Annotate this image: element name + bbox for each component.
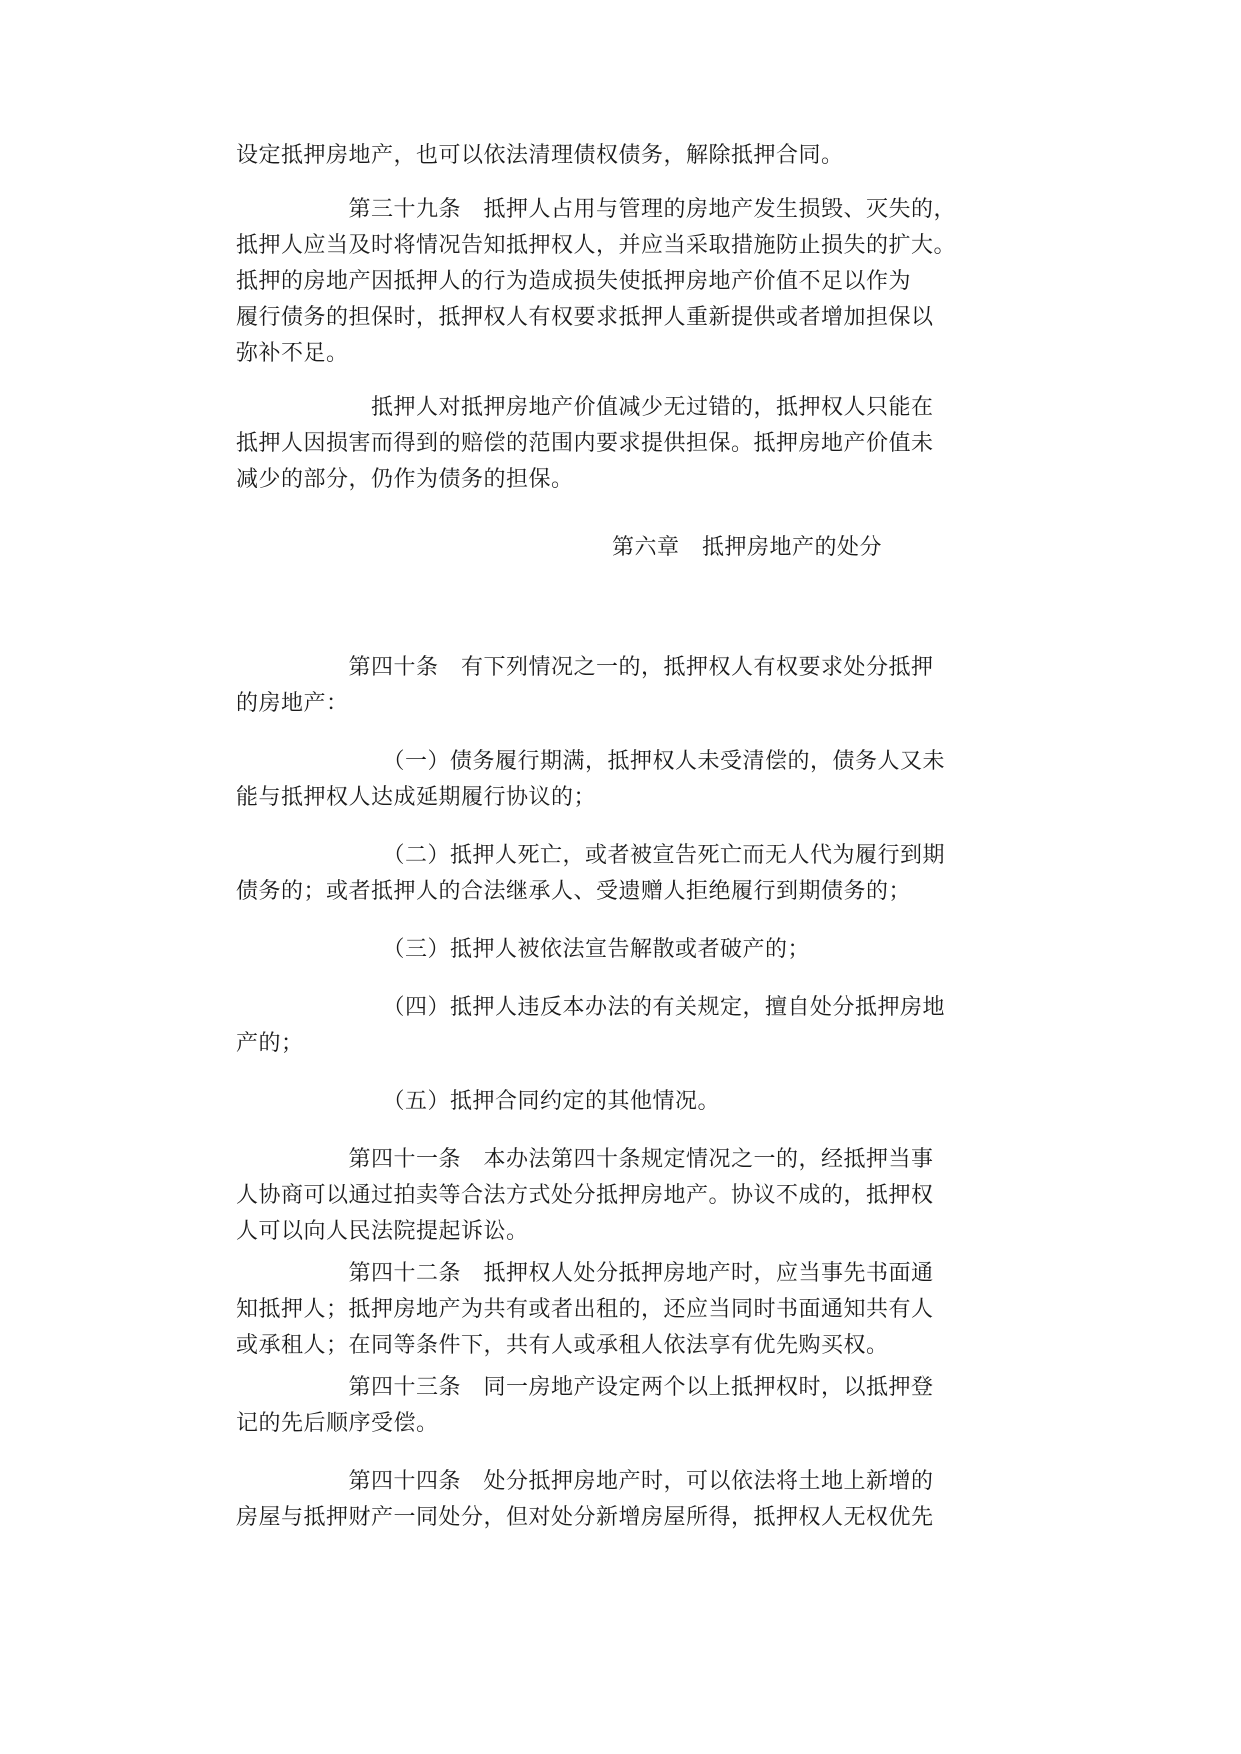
text-line: （四）抵押人违反本办法的有关规定，擅自处分抵押房地 [236,995,946,1020]
article-39-paragraph-2 [236,390,1016,498]
article-40-item-3 [236,932,1016,968]
article-40 [236,650,1016,722]
text-line: 人协商可以通过拍卖等合法方式处分抵押房地产。协议不成的，抵押权 [236,1183,934,1208]
text-line: 人可以向人民法院提起诉讼。 [236,1219,529,1244]
text-line: 抵押的房地产因抵押人的行为造成损失使抵押房地产价值不足以作为 [236,269,912,294]
text-line: （五）抵押合同约定的其他情况。 [236,1089,721,1114]
text-line: 第四十二条 抵押权人处分抵押房地产时，应当事先书面通 [236,1261,934,1286]
text-line: 履行债务的担保时，抵押权人有权要求抵押人重新提供或者增加担保以 [236,305,934,330]
text-line: 产的； [236,1031,304,1056]
paragraph-continuation [236,138,1016,174]
text-line: 记的先后顺序受偿。 [236,1411,439,1436]
text-line: 第三十九条 抵押人占用与管理的房地产发生损毁、灭失的， [236,197,957,222]
text-line: 抵押人对抵押房地产价值减少无过错的，抵押权人只能在 [236,395,934,420]
article-40-item-1 [236,744,1016,816]
article-44 [236,1464,1016,1536]
text-line: 弥补不足。 [236,341,349,366]
text-line: 第四十条 有下列情况之一的，抵押权人有权要求处分抵押 [236,655,934,680]
text-line: 第四十四条 处分抵押房地产时，可以依法将土地上新增的 [236,1469,934,1494]
text-line: （二）抵押人死亡，或者被宣告死亡而无人代为履行到期 [236,843,946,868]
text-line: 抵押人应当及时将情况告知抵押权人，并应当采取措施防止损失的扩大。 [236,233,957,258]
article-41 [236,1142,1016,1250]
article-40-item-2 [236,838,1016,910]
text-line: 抵押人因损害而得到的赔偿的范围内要求提供担保。抵押房地产价值未 [236,431,934,456]
text-line: （三）抵押人被依法宣告解散或者破产的； [236,937,811,962]
text-line: 能与抵押权人达成延期履行协议的； [236,785,597,810]
article-40-item-5 [236,1084,1016,1120]
text-line: （一）债务履行期满，抵押权人未受清偿的，债务人又未 [236,749,946,774]
text-line: 减少的部分，仍作为债务的担保。 [236,467,574,492]
text-line: 房屋与抵押财产一同处分，但对处分新增房屋所得，抵押权人无权优先 [236,1505,934,1530]
text-line: 设定抵押房地产，也可以依法清理债权债务，解除抵押合同。 [236,143,844,168]
article-43 [236,1370,1016,1442]
text-line: 知抵押人；抵押房地产为共有或者出租的，还应当同时书面通知共有人 [236,1297,934,1322]
text-line: 债务的；或者抵押人的合法继承人、受遗赠人拒绝履行到期债务的； [236,879,912,904]
article-40-item-4 [236,990,1016,1062]
article-42 [236,1256,1016,1364]
article-39 [236,192,1016,372]
text-line: 或承租人；在同等条件下，共有人或承租人依法享有优先购买权。 [236,1333,889,1358]
text-line: 第四十三条 同一房地产设定两个以上抵押权时，以抵押登 [236,1375,934,1400]
text-line: 的房地产： [236,691,349,716]
chapter-heading: 第六章 抵押房地产的处分 [612,535,883,560]
text-line: 第四十一条 本办法第四十条规定情况之一的，经抵押当事 [236,1147,934,1172]
